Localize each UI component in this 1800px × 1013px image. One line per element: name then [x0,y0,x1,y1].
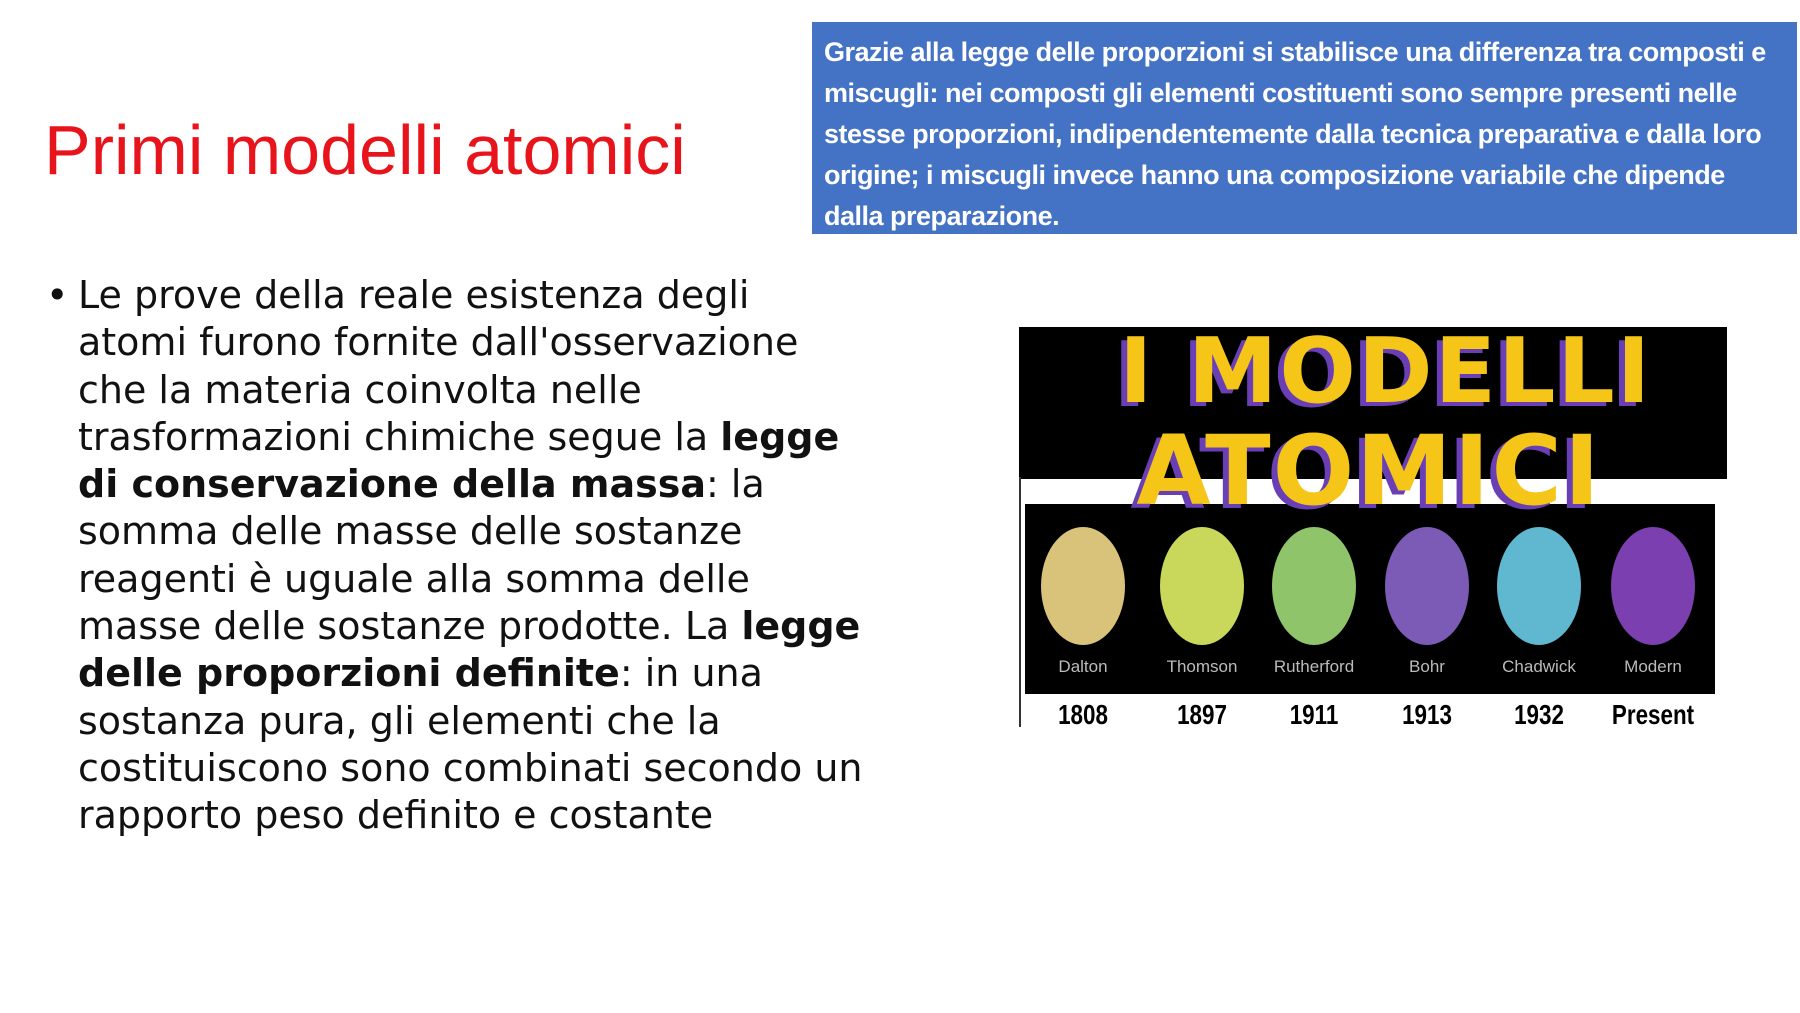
slide-title: Primi modelli atomici [44,111,686,189]
model-name: Bohr [1409,657,1445,676]
model-year: 1932 [1514,699,1564,730]
text-part: : in una sostanza pura, gli elementi che la costituiscono sono combinati secondo un rapporto peso definito e costante [78,651,863,838]
model-name: Rutherford [1273,657,1355,676]
model-name: Dalton [1058,657,1108,676]
model-year: 1911 [1289,699,1339,730]
portrait-dalton [1041,527,1125,645]
model-year: 1897 [1177,699,1227,730]
text-part: Le prove della reale esistenza degli atomi furono fornite dall'osservazione che la materia coinvolta nelle trasformazioni chimiche segue la [78,273,799,459]
model-name: Modern [1624,657,1682,676]
image-edge [1019,477,1021,727]
portrait-bohr [1385,527,1469,645]
image-title-line2: ATOMICI [1136,415,1602,527]
bullet-item [46,272,866,840]
model-year: 1913 [1402,699,1452,730]
portrait-rutherford [1272,527,1356,645]
portrait-modern [1611,527,1695,645]
model-name: Chadwick [1502,657,1576,676]
portrait-chadwick [1497,527,1581,645]
model-year: Present [1611,699,1695,730]
note-box: Grazie alla legge delle proporzioni si stabilisce una differenza tra composti e miscugli: nei composti gli elementi costituenti sono sempre presenti nelle stesse proporzioni, indipendentemente dalla tecnica preparativa e dalla loro origine; i miscugli invece hanno una composizione variabile che dipende dalla preparazione. [812,22,1797,234]
text-part: : la somma delle masse delle sostanze reagenti è uguale alla somma delle masse delle sostanze prodotte. La [78,462,765,649]
atomic-models-image [1019,319,1727,730]
bold-term: legge di conservazione della massa [78,414,840,507]
bullet-icon: • [46,273,69,317]
portrait-thomson [1160,527,1244,645]
bullet-text [78,272,866,840]
model-year: 1808 [1058,699,1108,730]
model-name: Thomson [1166,657,1238,676]
bold-term: legge delle proporzioni definite [78,604,861,696]
image-title-line1: I MODELLI [1119,319,1653,424]
